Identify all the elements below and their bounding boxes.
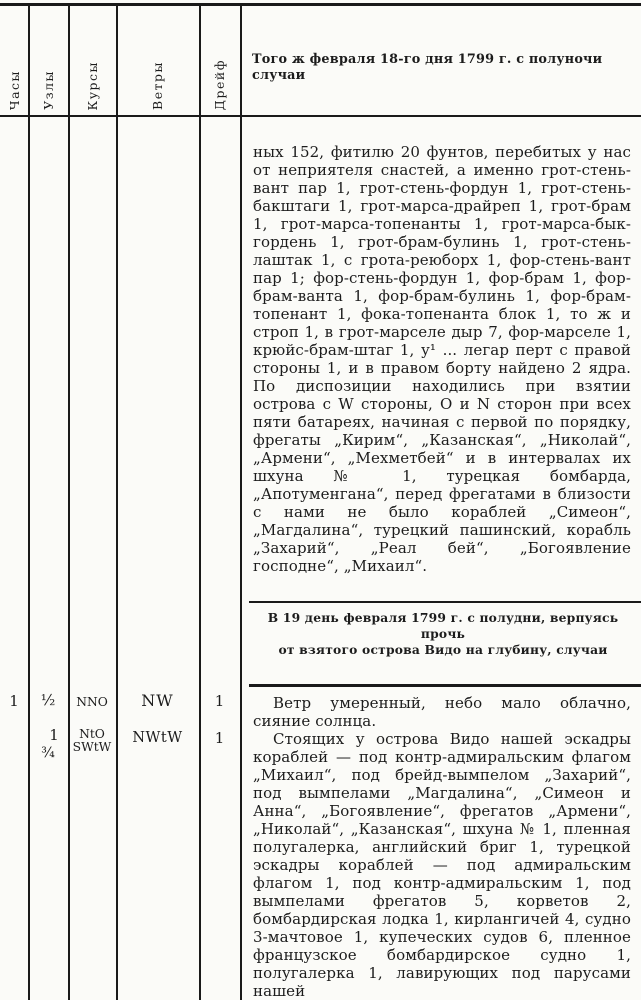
column-header-knots xyxy=(28,26,68,110)
day19-header-line1: В 19 день февраля 1799 г. с полудни, верпуясь прочь xyxy=(267,610,619,641)
day19-paragraph-ships: Стоящих у острова Видо нашей эскадры кораблей — под контр-адмиральским флагом „Михаил“, под брейд-вымпелом „Захарий“, под вымпелами „Магдалина“, „Симеон и Анна“, „Богоявление“, фрегатов „Армени“, „Николай“, „Казанская“, шхуна № 1, пленная полугалерка, английский бриг 1, турецкой эскадры кораблей — под адмиральским флагом 1, под контр-адмиральским 1, под вымпелами фрегатов 5, корветов 2, бомбардирская лодка 1, кирлангичей 4, судно 3-мачтовое 1, купеческих судов 6, пленное французское бомбардирское судно 1, полугалерка 1, лавирующих под парусами нашей xyxy=(253,730,631,1000)
column-header-label: Часы xyxy=(6,69,22,110)
column-divider xyxy=(199,6,201,1000)
day19-paragraph-weather: Ветр умеренный, небо мало облачно, сияние солнца. xyxy=(253,694,631,730)
log-row2-course-line2: SWtW xyxy=(72,740,112,754)
column-header-label: Дрейф xyxy=(212,58,227,110)
day19-section-header xyxy=(250,610,636,658)
column-header-label: Узлы xyxy=(40,70,56,110)
day18-section-header: Того ж февраля 18-го дня 1799 г. с полуночи случаи xyxy=(252,52,603,83)
log-row1-hours: 1 xyxy=(9,692,19,710)
log-row1-knots: ½ xyxy=(40,691,56,709)
column-header-drift xyxy=(199,26,240,110)
log-row2-knots-fraction: ¾ xyxy=(41,745,55,761)
log-row1-wind: NW xyxy=(141,691,174,710)
section-divider-top xyxy=(249,601,641,603)
log-row2-knots-whole: 1 xyxy=(49,726,59,744)
day19-header-line2: от взятого острова Видо на глубину, случаи xyxy=(278,642,608,657)
column-divider xyxy=(28,6,30,1000)
log-row2-course-line1: NtO xyxy=(79,727,105,741)
header-separator-line xyxy=(0,115,641,117)
column-header-courses xyxy=(68,26,116,110)
column-divider xyxy=(240,6,242,1000)
table-top-border xyxy=(0,3,641,6)
column-divider xyxy=(116,6,118,1000)
day18-journal-text: ных 152, фитилю 20 фунтов, перебитых у нас от неприятеля снастей, а именно грот-стень-вант пар 1, грот-стень-фордун 1, грот-стень-бакштаги 1, грот-марса-драйреп 1, грот-брам 1, грот-марса-топенанты 1, грот-марса-бык-гордень 1, грот-брам-булинь 1, грот-стень-лаштак 1, с грота-реюборх 1, фор-стень-вант пар 1; фор-стень-фордун 1, фор-брам 1, фор-брам-ванта 1, фор-брам-булинь 1, фор-брам-топенант 1, фока-топенанта блок 1, то ж и строп 1, в грот-марселе дыр 7, фор-марселе 1, крюйс-брам-штаг 1, у¹ ... легар перт с правой стороны 1, и в правом борту найдено 2 ядра. По диспозиции находились при взятии острова с W стороны, О и N сторон при всех пяти батареях, начиная с первой по порядку, фрегаты „Кирим“, „Казанская“, „Николай“, „Армени“, „Мехметбей“ и в интервалах их шхуна № 1, турецкая бомбарда, „Апотуменгана“, перед фрегатами в близости с нами не было кораблей „Симеон“, „Магдалина“, турецкий пашинский, корабль „Захарий“, „Реал бей“, „Богоявление господне“, „Михаил“. xyxy=(253,143,631,575)
column-header-winds xyxy=(116,26,199,110)
section-divider-bottom xyxy=(249,684,641,687)
log-row1-course: NNO xyxy=(76,695,108,709)
log-row1-drift: 1 xyxy=(214,692,225,710)
day19-journal-text xyxy=(253,694,631,1000)
column-header-hours xyxy=(0,26,28,110)
log-row2-wind: NWtW xyxy=(132,730,183,746)
column-header-label: Ветры xyxy=(150,61,165,110)
column-header-label: Курсы xyxy=(84,60,100,110)
log-row2-drift: 1 xyxy=(214,729,225,747)
column-divider xyxy=(68,6,70,1000)
